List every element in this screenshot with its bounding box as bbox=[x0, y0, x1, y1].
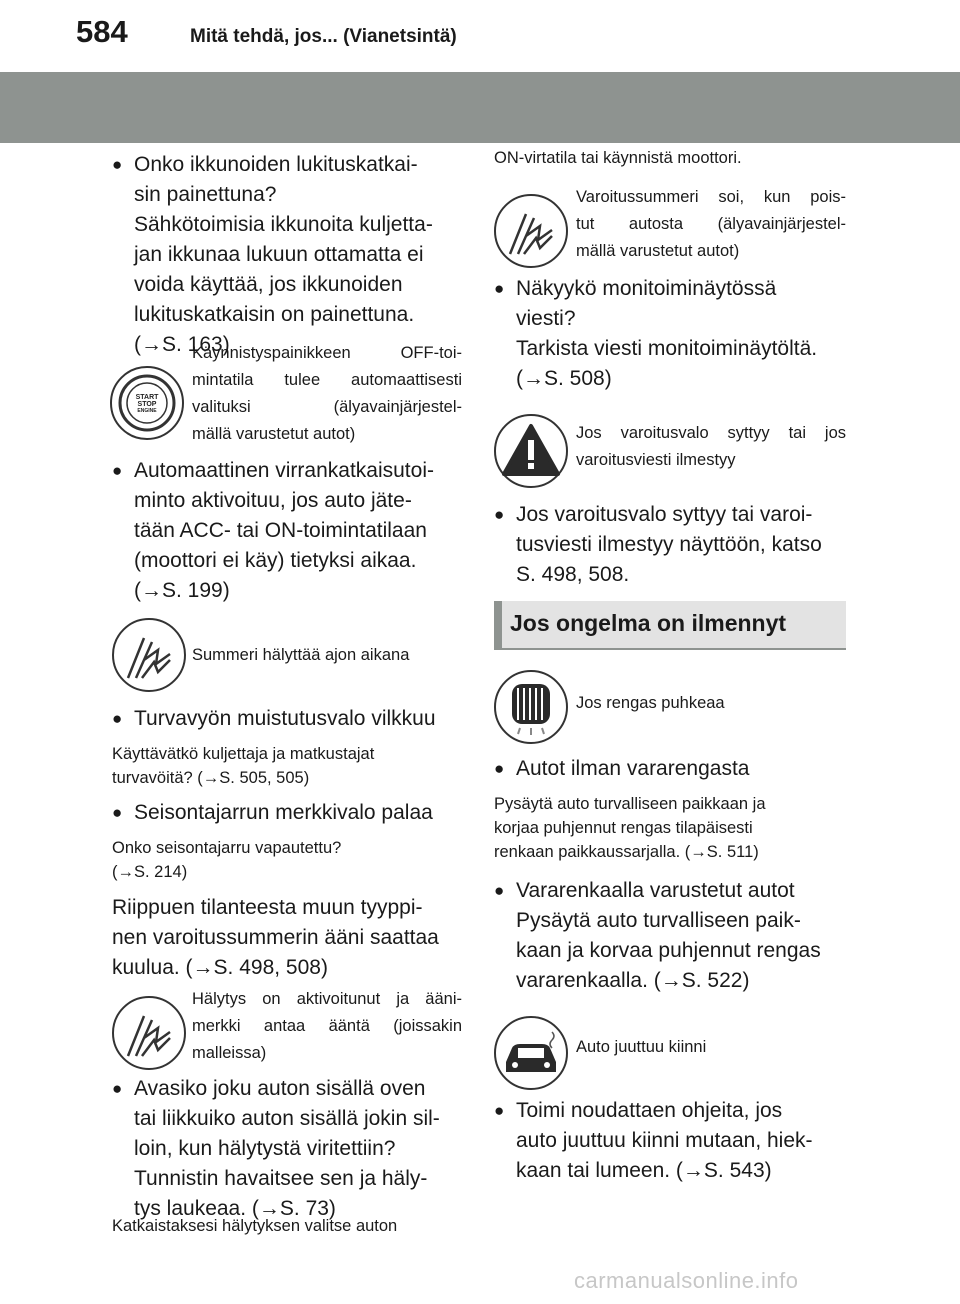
line: loin, kun hälytystä viritettiin? bbox=[134, 1137, 396, 1160]
line: renkaan paikkaussarjalla. (→S. 511) bbox=[494, 843, 759, 861]
bullet-monitor-message bbox=[494, 274, 876, 394]
line: ● Jos varoitusvalo syttyy tai varoi- bbox=[516, 503, 813, 526]
line: mällä varustetut autot) bbox=[192, 425, 356, 443]
bullet-seatbelt: ● Turvavyön muistutusvalo vilkkuu bbox=[112, 704, 494, 734]
buzzer-icon-alarm bbox=[112, 996, 186, 1070]
line: Jos varoitusvalo syttyy tai jos bbox=[576, 424, 846, 442]
line: (→S. 214) bbox=[112, 863, 188, 881]
note-stuck: Auto juuttuu kiinni bbox=[576, 1038, 707, 1056]
line: mällä varustetut autot) bbox=[576, 242, 740, 260]
line: sin painettuna? bbox=[134, 183, 277, 206]
line: merkki antaa ääntä (joissakin bbox=[192, 1017, 462, 1035]
bullet-stuck-car bbox=[494, 1096, 876, 1186]
line: auto juuttuu kiinni mutaan, hiek- bbox=[516, 1129, 813, 1152]
right-continued-text: ON-virtatila tai käynnistä moottori. bbox=[494, 149, 742, 167]
parking-brake-text bbox=[112, 836, 472, 884]
line: Hälytys on aktivoitunut ja ääni- bbox=[192, 990, 462, 1008]
buzzer-paragraph bbox=[112, 893, 472, 983]
line: lukituskatkaisin on painettuna. bbox=[134, 303, 415, 326]
line: Onko seisontajarru vapautettu? bbox=[112, 839, 342, 857]
stuck-car-icon bbox=[494, 1016, 568, 1090]
line: ● Onko ikkunoiden lukituskatkai- bbox=[134, 153, 418, 176]
line: tys laukeaa. (→S. 73) bbox=[134, 1197, 336, 1220]
line: Sähkötoimisia ikkunoita kuljetta- bbox=[134, 213, 433, 236]
line: vararenkaalla. (→S. 522) bbox=[516, 969, 750, 992]
line: tut autosta (älyavainjärjestel- bbox=[576, 215, 846, 233]
page-header bbox=[0, 0, 960, 60]
section-heading-underline bbox=[494, 648, 846, 650]
line: varoitusviesti ilmestyy bbox=[576, 451, 736, 469]
line: (moottori ei käy) tietyksi aikaa. bbox=[134, 549, 417, 572]
section-heading-bar bbox=[494, 601, 502, 650]
line: Riippuen tilanteesta muun tyyppi- bbox=[112, 896, 423, 919]
bullet-warning-light bbox=[494, 500, 876, 590]
seatbelt-text bbox=[112, 742, 472, 790]
line: nen varoitussummerin ääni saattaa bbox=[112, 926, 439, 949]
buzzer-icon-exit bbox=[494, 194, 568, 268]
start-label: START bbox=[135, 394, 159, 401]
stop-label: STOP bbox=[137, 401, 157, 408]
line: ● Automaattinen virrankatkaisutoi- bbox=[134, 459, 434, 482]
line: jan ikkunaa lukuun ottamatta ei bbox=[134, 243, 424, 266]
line: malleissa) bbox=[192, 1044, 267, 1062]
line: korjaa puhjennut rengas tilapäisesti bbox=[494, 819, 753, 837]
note-off-mode bbox=[192, 340, 462, 448]
warning-exclamation-icon bbox=[494, 414, 568, 488]
bullet-no-spare: ● Autot ilman vararengasta bbox=[494, 754, 876, 784]
line: S. 498, 508. bbox=[516, 563, 630, 586]
line: minto aktivoituu, jos auto jäte- bbox=[134, 489, 412, 512]
line: voida käyttää, jos ikkunoiden bbox=[134, 273, 403, 296]
note-alarm bbox=[192, 986, 462, 1067]
line: ● Avasiko joku auton sisällä oven bbox=[134, 1077, 426, 1100]
page-number: 584 bbox=[76, 14, 128, 49]
start-stop-button-icon bbox=[110, 366, 184, 440]
note-flat-tire: Jos rengas puhkeaa bbox=[576, 694, 725, 712]
line: Pysäytä auto turvalliseen paik- bbox=[516, 909, 801, 932]
note-buzzer-exit bbox=[576, 184, 846, 265]
flat-tire-icon bbox=[494, 670, 568, 744]
bullet-with-spare bbox=[494, 876, 876, 996]
line: Käynnistyspainikkeen OFF-toi- bbox=[192, 344, 462, 362]
line: Käyttävätkö kuljettaja ja matkustajat bbox=[112, 745, 375, 763]
buzzer-icon bbox=[112, 618, 186, 692]
line: Tarkista viesti monitoiminäytöltä. bbox=[516, 337, 818, 360]
section-heading: Jos ongelma on ilmennyt bbox=[510, 610, 787, 636]
line: turvavöitä? (→S. 505, 505) bbox=[112, 769, 310, 787]
engine-label: ENGINE bbox=[137, 408, 157, 414]
note-warning-light bbox=[576, 420, 846, 474]
line: (→S. 199) bbox=[134, 579, 230, 602]
section-title: Mitä tehdä, jos... (Vianetsintä) bbox=[190, 26, 457, 47]
line: tai liikkuiko auton sisällä jokin sil- bbox=[134, 1107, 440, 1130]
line: kaan ja korvaa puhjennut rengas bbox=[516, 939, 821, 962]
line: ● Toimi noudattaen ohjeita, jos bbox=[516, 1099, 783, 1122]
note-buzzer-driving: Summeri hälyttää ajon aikana bbox=[192, 646, 410, 664]
bullet-alarm-triggered bbox=[112, 1074, 494, 1224]
bullet-auto-power-off bbox=[112, 456, 474, 606]
bullet-parking-brake: ● Seisontajarrun merkkivalo palaa bbox=[112, 798, 494, 828]
line: (→S. 163) bbox=[134, 333, 230, 356]
line: viesti? bbox=[516, 307, 576, 330]
no-spare-text bbox=[494, 792, 854, 864]
line: kaan tai lumeen. (→S. 543) bbox=[516, 1159, 772, 1182]
bullet-window-lock bbox=[112, 150, 474, 360]
line: (→S. 508) bbox=[516, 367, 612, 390]
alarm-tail-text: Katkaistaksesi hälytyksen valitse auton bbox=[112, 1217, 398, 1235]
line: tusviesti ilmestyy näyttöön, katso bbox=[516, 533, 822, 556]
header-band bbox=[0, 72, 960, 143]
watermark: carmanualsonline.info bbox=[574, 1268, 799, 1293]
line: Varoitussummeri soi, kun pois- bbox=[576, 188, 846, 206]
line: valituksi (älyavainjärjestel- bbox=[192, 398, 462, 416]
line: kuulua. (→S. 498, 508) bbox=[112, 956, 328, 979]
line: ● Vararenkaalla varustetut autot bbox=[516, 879, 795, 902]
line: Pysäytä auto turvalliseen paikkaan ja bbox=[494, 795, 766, 813]
line: Tunnistin havaitsee sen ja häly- bbox=[134, 1167, 428, 1190]
line: mintatila tulee automaattisesti bbox=[192, 371, 462, 389]
line: ● Näkyykö monitoiminäytössä bbox=[516, 277, 777, 300]
line: tään ACC- tai ON-toimintatilaan bbox=[134, 519, 427, 542]
